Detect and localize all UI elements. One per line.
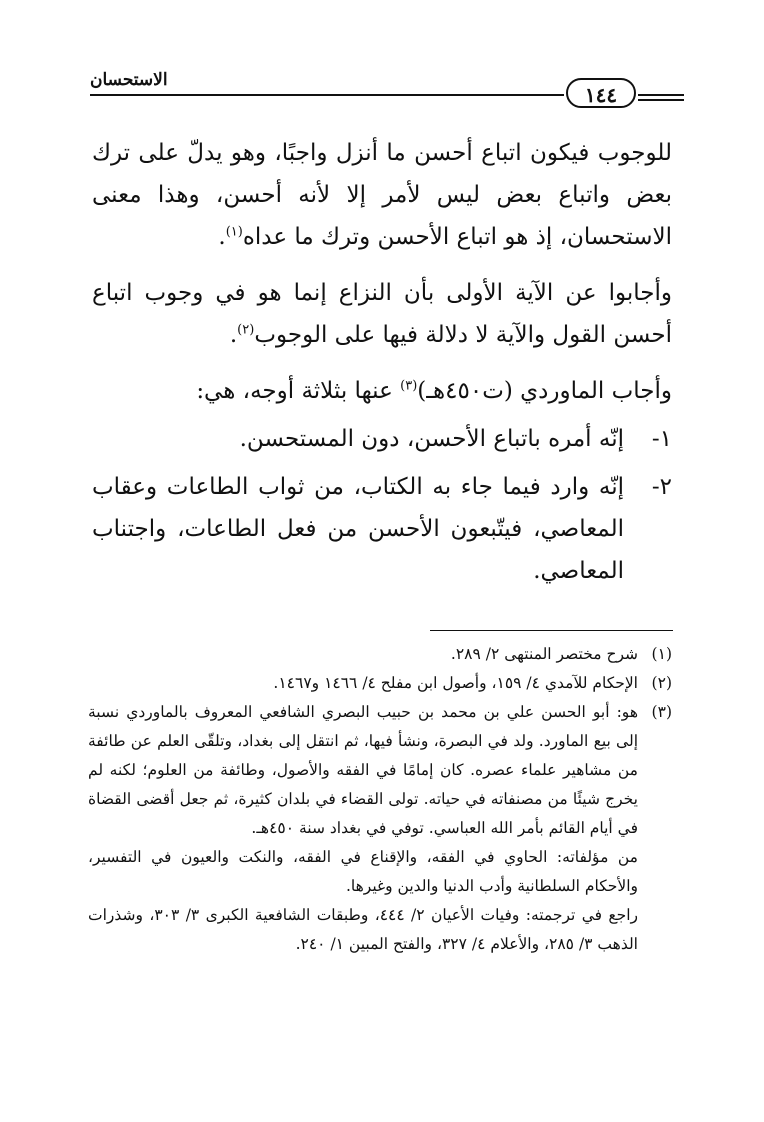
paragraph-end: . [229, 322, 238, 348]
header-rule [90, 94, 564, 96]
list-item [92, 418, 672, 460]
paragraph-text: وأجاب الماوردي (ت٤٥٠هـ) [417, 378, 672, 404]
footnote [88, 669, 672, 698]
footnote-number: (١) [651, 645, 672, 663]
header-rule-double-top [638, 94, 684, 96]
footnote-ref: (٢) [237, 322, 255, 338]
footnote [88, 698, 672, 959]
footnote-text: هو: أبو الحسن علي بن محمد بن حبيب البصري الشافعي المعروف بالماوردي نسبة إلى بيع الماورد. ولد في البصرة، ونشأ فيها، ثم انتقل إلى بغداد، وتلقّى العلم عن طائفة من مشاهير علماء عصره. كان إمامًا في الفقه والأصول، وطائفة من العلوم؛ لكنه لم يخرج شيئًا من مصنفاته في حياته. تولى القضاء في بلدان كثيرة، ثم جعل أقضى القضاة في أيام القائم بأمر الله العباسي. توفي في بغداد سنة ٤٥٠هـ. [88, 703, 638, 837]
main-text [92, 132, 672, 598]
paragraph [92, 132, 672, 258]
footnote-text: شرح مختصر المنتهى ٢/ ٢٨٩. [450, 645, 638, 663]
paragraph-text: وأجابوا عن الآية الأولى بأن النزاع إنما هو في وجوب اتباع أحسن القول والآية لا دلالة فيها على الوجوب [92, 280, 672, 348]
answer-list [92, 418, 672, 592]
paragraph [92, 370, 672, 412]
paragraph [92, 272, 672, 356]
list-item-text: إنّه أمره باتباع الأحسن، دون المستحسن. [239, 426, 624, 452]
paragraph-end: . [218, 224, 226, 250]
footnotes [88, 640, 672, 959]
footnote-ref: (٣) [400, 378, 418, 394]
list-item-number: ١- [651, 426, 672, 452]
footnote-text: راجع في ترجمته: وفيات الأعيان ٢/ ٤٤٤، وطبقات الشافعية الكبرى ٣/ ٣٠٣، وشذرات الذهب ٣/ ٢٨٥، والأعلام ٤/ ٣٢٧، والفتح المبين ١/ ٢٤٠. [88, 906, 638, 953]
paragraph-text: للوجوب فيكون اتباع أحسن ما أنزل واجبًا، وهو يدلّ على ترك بعض واتباع بعض ليس لأمر إلا لأنه أحسن، وهذا معنى الاستحسان، إذ هو اتباع الأحسن وترك ما عداه [92, 140, 672, 250]
page-header [80, 68, 684, 118]
running-title: الاستحسان [90, 70, 168, 90]
footnote-ref: (١) [225, 224, 243, 240]
footnote-number: (٣) [651, 703, 672, 721]
page-number: ١٤٤ [566, 78, 636, 108]
footnote-separator [430, 630, 673, 631]
list-item-number: ٢- [651, 474, 672, 500]
list-item-text: إنّه وارد فيما جاء به الكتاب، من ثواب الطاعات وعقاب المعاصي، فيتّبعون الأحسن من فعل الطاعات، واجتناب المعاصي. [92, 474, 624, 584]
list-item [92, 466, 672, 592]
header-rule-double-bottom [638, 99, 684, 101]
footnote-text: من مؤلفاته: الحاوي في الفقه، والإقناع في الفقه، والنكت والعيون في التفسير، والأحكام السلطانية وأدب الدنيا والدين وغيرها. [88, 848, 638, 895]
footnote-text: الإحكام للآمدي ٤/ ١٥٩، وأصول ابن مفلح ٤/ ١٤٦٦ و١٤٦٧. [273, 674, 638, 692]
footnote [88, 640, 672, 669]
paragraph-text: عنها بثلاثة أوجه، هي: [196, 378, 401, 404]
footnote-number: (٢) [651, 674, 672, 692]
